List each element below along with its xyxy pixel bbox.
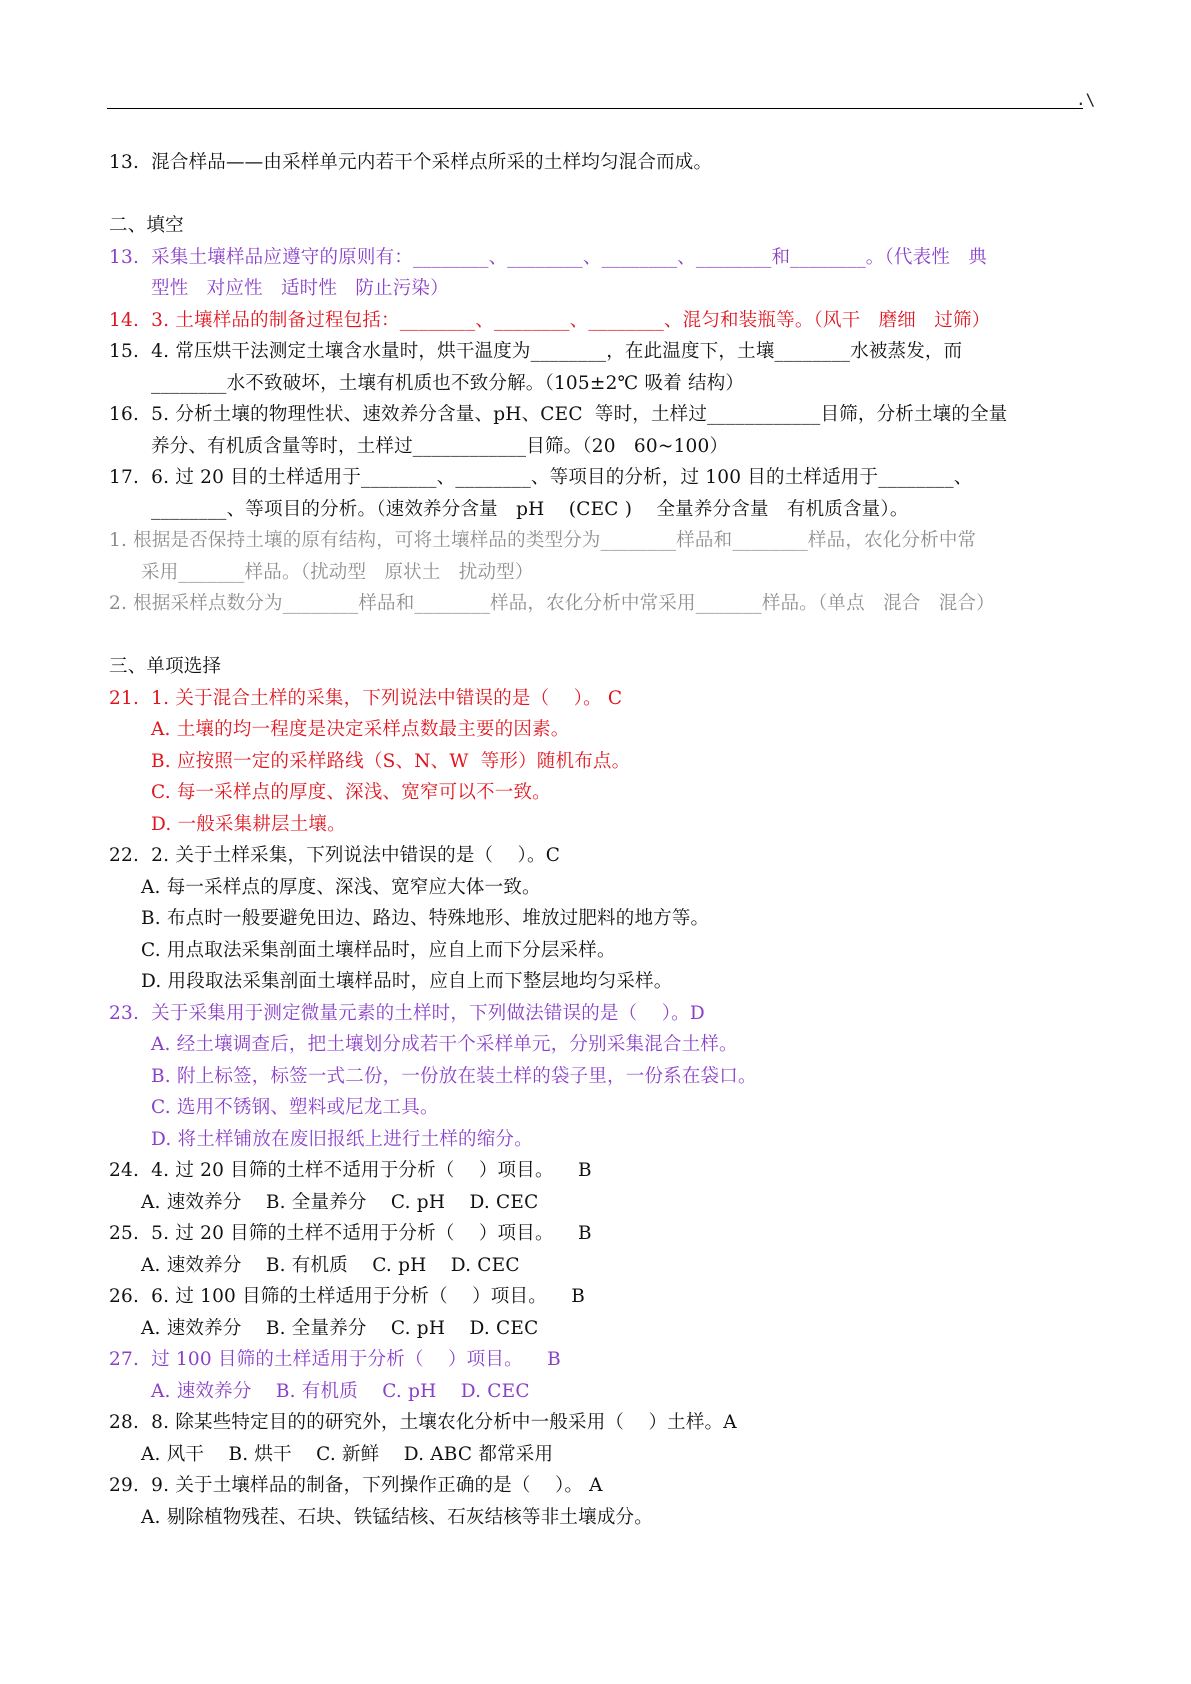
text-line: A. 每一采样点的厚度、深浅、宽窄应大体一致。 xyxy=(141,876,541,898)
text-line: A. 风干 B. 烘干 C. 新鲜 D. ABC 都常采用 xyxy=(141,1443,554,1465)
header-mark: .\ xyxy=(1076,90,1096,109)
text-line: A. 速效养分 B. 有机质 C. pH D. CEC xyxy=(151,1380,530,1402)
text-line: A. 速效养分 B. 有机质 C. pH D. CEC xyxy=(141,1254,520,1276)
text-line: 13. 采集土壤样品应遵守的原则有：________、________、________、________和________。（代表性 典 xyxy=(109,246,987,268)
text-line: C. 选用不锈钢、塑料或尼龙工具。 xyxy=(151,1097,439,1118)
text-line: 15. 4. 常压烘干法测定土壤含水量时，烘干温度为________，在此温度下，土壤________水被蒸发，而 xyxy=(109,341,963,362)
text-line: C. 每一采样点的厚度、深浅、宽窄可以不一致。 xyxy=(151,782,551,803)
text-line: ________水不致破坏，土壤有机质也不致分解。（105±2℃ 吸着 结构） xyxy=(151,372,745,394)
document-body xyxy=(109,147,1094,1533)
text-line: D. 将土样铺放在废旧报纸上进行土样的缩分。 xyxy=(151,1128,533,1150)
blank-line xyxy=(109,620,1094,652)
text-line: 1. 根据是否保持土壤的原有结构，可将土壤样品的类型分为________样品和________样品，农化分析中常 xyxy=(109,530,977,551)
text-line: ________、等项目的分析。（速效养分含量 pH (CEC ) 全量养分含量 有机质含量）。 xyxy=(151,498,909,520)
text-line: 16. 5. 分析土壤的物理性状、速效养分含量、pH、CEC 等时，土样过____________目筛，分析土壤的全量 xyxy=(109,404,1008,425)
text-line: B. 布点时一般要避免田边、路边、特殊地形、堆放过肥料的地方等。 xyxy=(141,908,710,929)
text-line: B. 附上标签，标签一式二份，一份放在装土样的袋子里，一份系在袋口。 xyxy=(151,1065,757,1087)
text-line: D. 一般采集耕层土壤。 xyxy=(151,813,346,835)
text-line: A. 速效养分 B. 全量养分 C. pH D. CEC xyxy=(141,1191,539,1213)
text-line: A. 经土壤调查后，把土壤划分成若干个采样单元，分别采集混合土样。 xyxy=(151,1034,738,1055)
text-line: 26. 6. 过 100 目筛的土样适用于分析（ ）项目。 B xyxy=(109,1286,586,1307)
text-line: 型性 对应性 适时性 防止污染） xyxy=(151,278,449,299)
text-line: 2. 根据采样点数分为________样品和________样品，农化分析中常采用_______样品。（单点 混合 混合） xyxy=(109,593,995,614)
text-line: A. 速效养分 B. 全量养分 C. pH D. CEC xyxy=(141,1317,539,1339)
text-line: 17. 6. 过 20 目的土样适用于________、________、等项目的分析，过 100 目的土样适用于________、 xyxy=(109,467,973,488)
text-line: 24. 4. 过 20 目筛的土样不适用于分析（ ）项目。 B xyxy=(109,1160,592,1181)
text-line: A. 土壤的均一程度是决定采样点数最主要的因素。 xyxy=(151,719,570,740)
text-line: 养分、有机质含量等时，土样过____________目筛。（20 60~100） xyxy=(151,435,729,457)
text-line: C. 用点取法采集剖面土壤样品时，应自上而下分层采样。 xyxy=(141,939,616,961)
text-line: 28. 8. 除某些特定目的的研究外，土壤农化分析中一般采用（ ）土样。A xyxy=(109,1412,737,1433)
text-line: A. 剔除植物残茬、石块、铁锰结核、石灰结核等非土壤成分。 xyxy=(141,1506,653,1528)
text-line: 23. 关于采集用于测定微量元素的土样时，下列做法错误的是（ ）。D xyxy=(109,1002,705,1024)
text-line: 21. 1. 关于混合土样的采集，下列说法中错误的是（ ）。 C xyxy=(109,687,623,709)
text-line: 采用_______样品。（扰动型 原状土 扰动型） xyxy=(141,561,534,583)
text-line: D. 用段取法采集剖面土壤样品时，应自上而下整层地均匀采样。 xyxy=(141,971,673,992)
text-line: 14. 3. 土壤样品的制备过程包括：________、________、________、混匀和装瓶等。（风干 磨细 过筛） xyxy=(109,309,991,331)
text-line: 二、填空 xyxy=(109,215,184,236)
text-line: 27. 过 100 目筛的土样适用于分析（ ）项目。 B xyxy=(109,1349,561,1370)
text-line: 22. 2. 关于土样采集，下列说法中错误的是（ ）。C xyxy=(109,845,561,866)
header-rule xyxy=(107,108,1083,109)
text-line: 三、单项选择 xyxy=(109,656,222,677)
text-line: 25. 5. 过 20 目筛的土样不适用于分析（ ）项目。 B xyxy=(109,1223,592,1244)
text-line: 13. 混合样品——由采样单元内若干个采样点所采的土样均匀混合而成。 xyxy=(109,152,713,173)
blank-line xyxy=(109,179,1094,211)
text-line: 29. 9. 关于土壤样品的制备，下列操作正确的是（ ）。 A xyxy=(109,1475,603,1496)
text-line: B. 应按照一定的采样路线（S、N、W 等形）随机布点。 xyxy=(151,750,631,772)
